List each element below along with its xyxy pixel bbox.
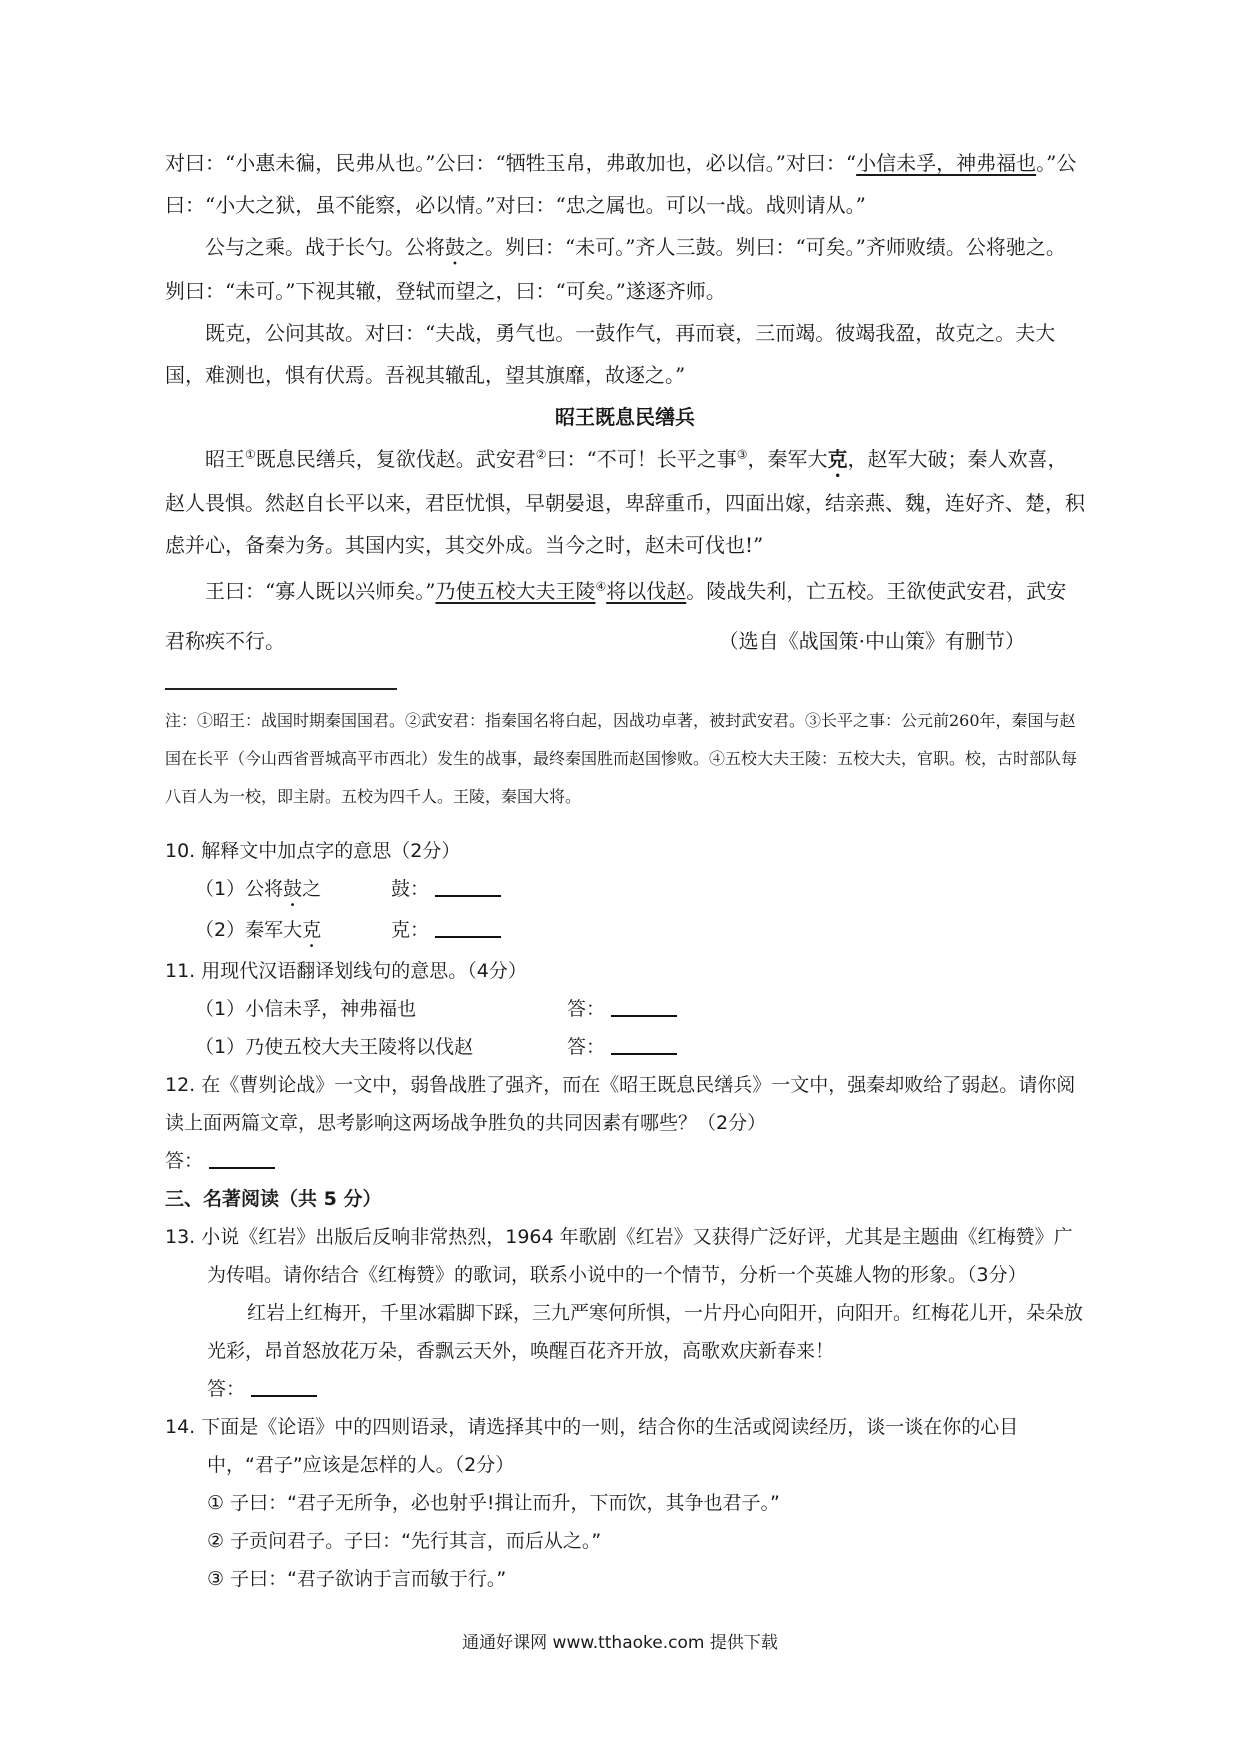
key: 克：	[391, 919, 430, 941]
text: 王曰：“寡人既以兴师矣。”	[205, 579, 436, 603]
passage1-para3: 既克，公问其故。对曰：“夫战，勇气也。一鼓作气，再而衰，三而竭。彼竭我盈，故克之。夫大国，难测也，惧有伏焉。吾视其辙乱，望其旗靡，故逐之。”	[165, 321, 1056, 387]
q11-item-1	[165, 990, 1085, 1028]
dotted-char: 克	[302, 919, 322, 941]
footnote-ref: ①	[245, 447, 256, 462]
key: 鼓：	[391, 878, 430, 900]
underlined-sentence-1: 小信未孚，神弗福也	[856, 151, 1037, 175]
text: 对曰：“小惠未徧，民弗从也。”公曰：“牺牲玉帛，弗敢加也，必以信。”对曰：“	[165, 151, 857, 175]
dotted-char: 克	[827, 447, 848, 471]
footnote-ref: ②	[535, 447, 547, 462]
text: （1）小信未孚，神弗福也	[195, 998, 417, 1020]
passage2-para1	[165, 438, 1085, 566]
footnote-ref: ③	[736, 447, 748, 462]
text: 。”公曰：“小大之狱，虽不能察，必以情。”对曰：“忠之属也。可以一战。战则请从。”	[165, 151, 1077, 217]
text: （1）乃使五校大夫王陵将以伐赵	[195, 1036, 474, 1058]
passage1-para1	[165, 142, 1085, 226]
questions	[165, 832, 1085, 1598]
dotted-char: 鼓	[283, 878, 303, 900]
q14-item-1: ① 子曰：“君子无所争，必也射乎!揖让而升，下而饮，其争也君子。”	[207, 1492, 780, 1514]
text: 。陵战失利，亡五校。王欲使武安君，武安君称疾不行。	[165, 579, 1067, 653]
text: ，秦军大	[747, 447, 828, 471]
q11-stem: 11. 用现代汉语翻译划线句的意思。（4分）	[165, 960, 527, 982]
q12-stem: 12. 在《曹刿论战》一文中，弱鲁战胜了强齐，而在《昭王既息民缮兵》一文中，强秦却败给了弱赵。请你阅读上面两篇文章，思考影响这两场战争胜负的共同因素有哪些？（2分）	[165, 1074, 1076, 1134]
text: 之。刿曰：“未可。”齐人三鼓。刿曰：“可矣。”齐师败绩。公将驰之。刿曰：“未可。”下视其辙，登轼而望之，曰：“可矣。”遂逐齐师。	[165, 235, 1066, 303]
q10-item-1	[165, 870, 1085, 911]
answer-blank[interactable]	[251, 1375, 317, 1397]
q10-stem: 10. 解释文中加点字的意思（2分）	[165, 840, 461, 862]
answer-blank[interactable]	[611, 995, 677, 1017]
answer-label: 答：	[567, 998, 606, 1020]
q13-answer	[165, 1370, 1085, 1408]
section-3-heading: 三、名著阅读（共 5 分）	[165, 1188, 382, 1210]
underlined-sentence-2b: 将以伐赵	[606, 579, 687, 603]
footnote-divider	[165, 688, 397, 690]
footnote-ref: ④	[595, 579, 607, 594]
text: 既息民缮兵，复欲伐赵。武安君	[255, 447, 536, 471]
answer-blank[interactable]	[209, 1147, 275, 1169]
text: ，赵军大破；秦人欢喜，赵人畏惧。然赵自长平以来，君臣忧惧，早朝晏退，卑辞重币，四面出嫁，结亲燕、魏，连好齐、楚，积虑并心，备秦为务。其国内实，其交外成。当今之时，赵未可伐也!”	[165, 447, 1085, 557]
answer-blank[interactable]	[435, 916, 501, 938]
answer-label: 答：	[165, 1150, 204, 1172]
passage-cao-gui	[165, 142, 1085, 662]
num: （1）	[195, 878, 246, 900]
answer-blank[interactable]	[435, 875, 501, 897]
q11-item-2	[165, 1028, 1085, 1066]
text: 之	[302, 878, 322, 900]
page-footer: 通通好课网 www.tthaoke.com 提供下载	[462, 1633, 778, 1653]
num: （2）	[195, 919, 246, 941]
passage2-title: 昭王既息民缮兵	[555, 405, 695, 429]
q14-stem: 14. 下面是《论语》中的四则语录，请选择其中的一则，结合你的生活或阅读经历，谈一谈在你的心目中，“君子”应该是怎样的人。（2分）	[165, 1416, 1019, 1476]
q12-answer	[165, 1142, 1085, 1180]
text: 公与之乘。战于长勺。公将	[205, 235, 445, 259]
footnotes: 注：①昭王：战国时期秦国国君。②武安君：指秦国名将白起，因战功卓著，被封武安君。③长平之事：公元前260年，秦国与赵国在长平（今山西省晋城高平市西北）发生的战事，最终秦国胜而赵国惨败。④五校大夫王陵：五校大夫，官职。校，古时部队每八百人为一校，即主尉。五校为四千人。王陵，秦国大将。	[165, 711, 1078, 806]
passage1-para2	[165, 226, 1085, 312]
q14-item-3: ③ 子曰：“君子欲讷于言而敏于行。”	[207, 1568, 507, 1590]
answer-label: 答：	[567, 1036, 606, 1058]
passage2-source: （选自《战国策·中山策》有删节）	[718, 629, 1025, 653]
underlined-sentence-2: 乃使五校大夫王陵	[435, 579, 596, 603]
answer-label: 答：	[207, 1378, 246, 1400]
answer-blank[interactable]	[611, 1033, 677, 1055]
text: 公将	[245, 878, 284, 900]
text: 秦军大	[245, 919, 303, 941]
q13-stem: 13. 小说《红岩》出版后反响非常热烈，1964 年歌剧《红岩》又获得广泛好评，尤其是主题曲《红梅赞》广为传唱。请你结合《红梅赞》的歌词，联系小说中的一个情节，分析一个英雄人物的形象。（3分）	[165, 1226, 1073, 1286]
q14-item-2: ② 子贡问君子。子曰：“先行其言，而后从之。”	[207, 1530, 602, 1552]
text: 曰：“不可！长平之事	[546, 447, 737, 471]
dotted-char: 鼓	[445, 235, 465, 259]
text: 昭王	[205, 447, 245, 471]
q13-lyrics: 红岩上红梅开，千里冰霜脚下踩，三九严寒何所惧，一片丹心向阳开，向阳开。红梅花儿开，朵朵放光彩，昂首怒放花万朵，香飘云天外，唤醒百花齐开放，高歌欢庆新春来！	[207, 1302, 1084, 1362]
q10-item-2	[165, 911, 1085, 952]
